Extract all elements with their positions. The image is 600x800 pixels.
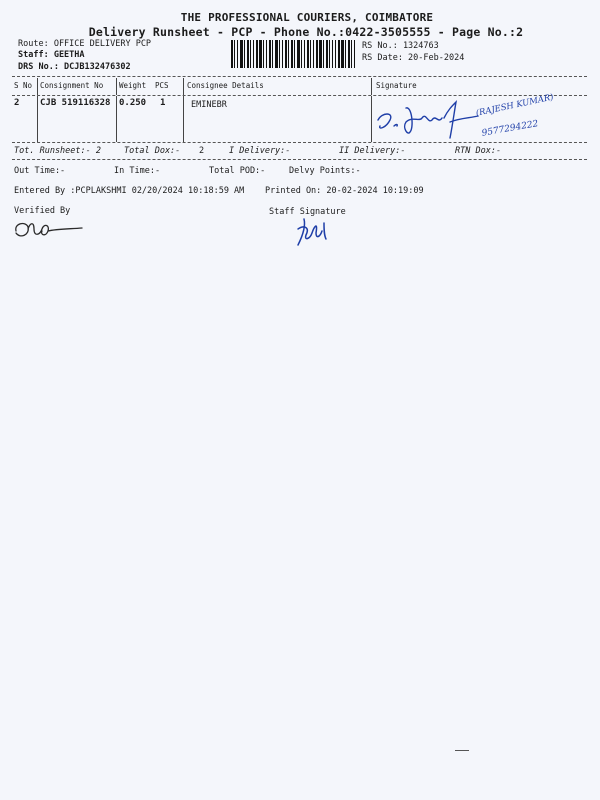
barcode-bar: [310, 40, 311, 68]
delvy-points: Delvy Points:-: [289, 166, 361, 176]
table-header-rule: [12, 95, 587, 96]
barcode-bar: [341, 40, 344, 68]
barcode-bar: [234, 40, 235, 68]
table-bottom-rule: [12, 142, 587, 143]
route-label: Route: OFFICE DELIVERY PCP: [18, 39, 152, 49]
receiver-name-handwritten: (RAJESH KUMAR): [475, 92, 555, 119]
header-weight: Weight: [119, 81, 147, 90]
barcode-bar: [272, 40, 273, 68]
verified-by-label: Verified By: [14, 206, 71, 216]
barcode-bar: [282, 40, 283, 68]
ii-delivery: II Delivery:-: [339, 146, 406, 156]
col-divider: [183, 96, 184, 142]
barcode-bar: [256, 40, 258, 68]
barcode-bar: [266, 40, 267, 68]
rs-number: RS No.: 1324763: [362, 41, 439, 51]
barcode-bar: [323, 40, 324, 68]
barcode-bar: [279, 40, 280, 68]
barcode-bar: [247, 40, 249, 68]
barcode-bar: [285, 40, 287, 68]
barcode-bar: [240, 40, 243, 68]
col-divider: [37, 78, 38, 95]
drs-number: DRS No.: DCJB132476302: [18, 62, 131, 72]
scan-mark: [455, 750, 469, 751]
col-divider: [116, 78, 117, 95]
company-name: THE PROFESSIONAL COURIERS, COIMBATORE: [180, 11, 434, 24]
barcode-bar: [297, 40, 300, 68]
header-signature: Signature: [376, 81, 417, 90]
barcode-bar: [291, 40, 293, 68]
barcode-bar: [301, 40, 302, 68]
barcode-bar: [263, 40, 264, 68]
entered-by: Entered By :PCPLAKSHMI 02/20/2024 10:18:59 AM: [14, 186, 245, 196]
total-dox-value: 2: [199, 146, 205, 156]
barcode-bar: [237, 40, 238, 68]
col-divider: [183, 78, 184, 95]
staff-label: Staff: GEETHA: [18, 50, 85, 60]
total-dox-label: Total Dox:-: [124, 146, 181, 156]
barcode-bar: [269, 40, 271, 68]
i-delivery: I Delivery:-: [229, 146, 291, 156]
barcode-bar: [348, 40, 350, 68]
barcode-bar: [253, 40, 254, 68]
barcode-bar: [244, 40, 245, 68]
barcode-bar: [313, 40, 314, 68]
staff-signature-label: Staff Signature: [269, 207, 346, 217]
row-consignment-no: CJB 519116328: [40, 98, 111, 108]
barcode-bar: [275, 40, 278, 68]
col-divider: [37, 96, 38, 142]
header-pcs: PCS: [155, 81, 169, 90]
barcode-bar: [231, 40, 233, 68]
out-time: Out Time:-: [14, 166, 66, 176]
col-divider: [371, 78, 372, 95]
total-pod: Total POD:-: [209, 166, 266, 176]
printed-on: Printed On: 20-02-2024 10:19:09: [265, 186, 424, 196]
totals-rule: [12, 159, 587, 160]
row-pcs: 1: [160, 98, 166, 108]
row-weight: 0.250: [119, 98, 147, 108]
barcode-bar: [288, 40, 289, 68]
header-sno: S No: [14, 81, 33, 90]
runsheet-title: Delivery Runsheet - PCP - Phone No.:0422-3505555 - Page No.:2: [88, 25, 524, 39]
verifier-signature: [12, 217, 84, 243]
header-consignment: Consignment No: [40, 81, 104, 90]
col-divider: [116, 96, 117, 142]
receiver-phone-handwritten: 9577294222: [481, 119, 540, 139]
barcode-bar: [335, 40, 336, 68]
barcode-bar: [345, 40, 346, 68]
barcode-bar: [319, 40, 322, 68]
barcode-bar: [326, 40, 328, 68]
barcode-bar: [338, 40, 340, 68]
row-consignee: EMINEBR: [191, 100, 227, 110]
barcode-bar: [250, 40, 251, 68]
barcode-bar: [354, 40, 355, 68]
in-time: In Time:-: [114, 166, 161, 176]
barcode: [231, 40, 359, 68]
tot-runsheet: Tot. Runsheet:- 2: [14, 146, 101, 156]
barcode-bar: [316, 40, 318, 68]
barcode-bar: [294, 40, 295, 68]
barcode-bar: [307, 40, 309, 68]
row-sno: 2: [14, 98, 20, 108]
receiver-signature: [372, 98, 482, 140]
barcode-bar: [332, 40, 333, 68]
barcode-bar: [259, 40, 262, 68]
barcode-bar: [304, 40, 305, 68]
barcode-bar: [351, 40, 352, 68]
staff-signature: [294, 213, 334, 249]
rs-date: RS Date: 20-Feb-2024: [362, 53, 465, 63]
table-top-rule: [12, 76, 587, 77]
rtn-dox: RTN Dox:-: [455, 146, 502, 156]
header-consignee: Consignee Details: [187, 81, 264, 90]
barcode-bar: [329, 40, 330, 68]
